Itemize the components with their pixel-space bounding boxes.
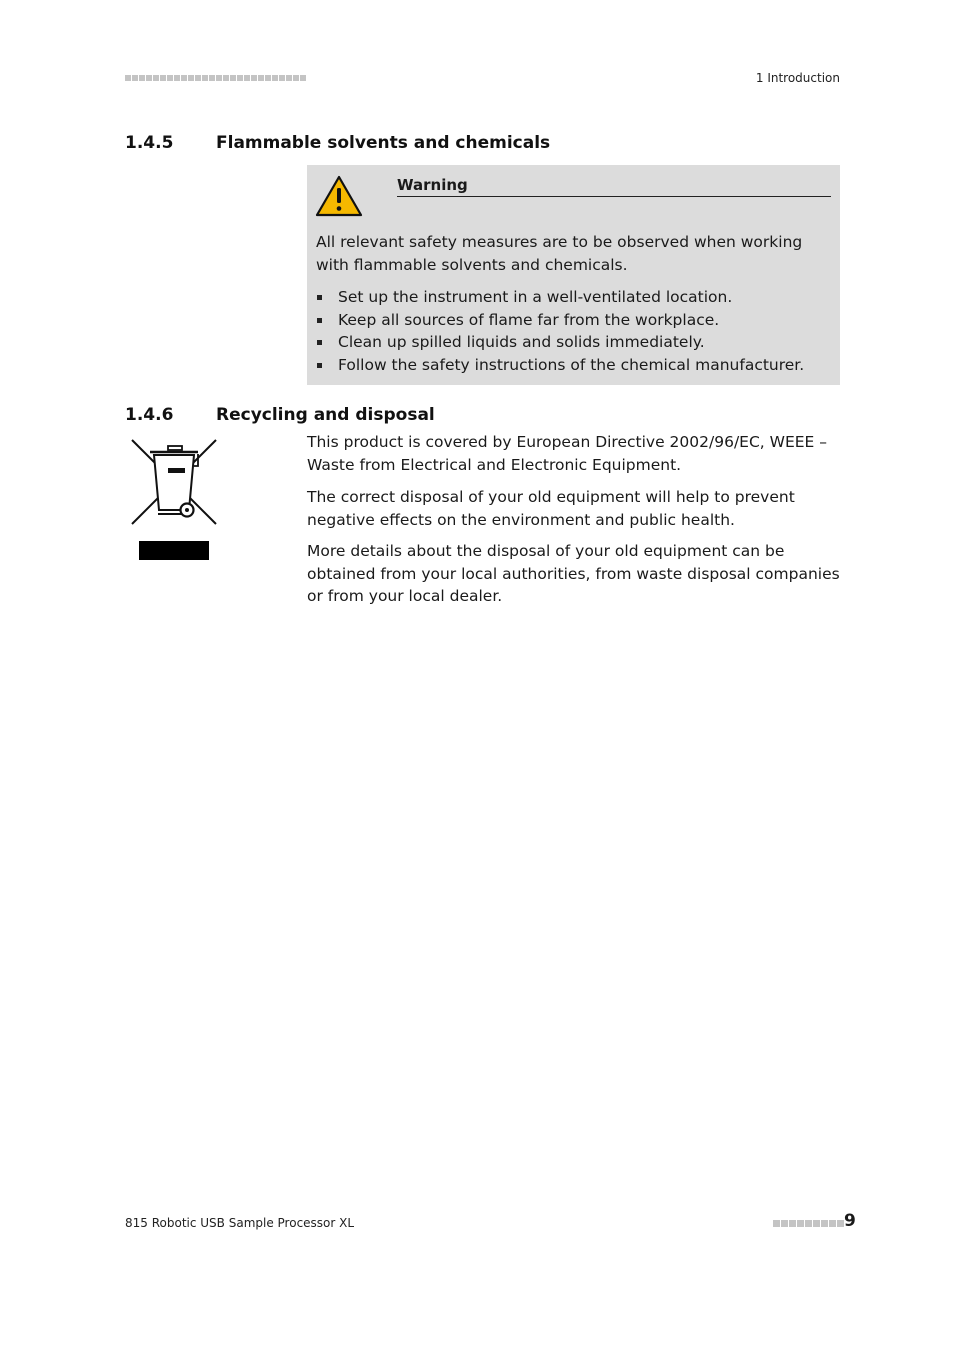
section-number: 1.4.5 <box>125 133 174 153</box>
section-number: 1.4.6 <box>125 405 174 425</box>
header-decor-squares <box>125 75 306 81</box>
list-item: Clean up spilled liquids and solids immediately. <box>316 331 836 354</box>
footer-product: 815 Robotic USB Sample Processor XL <box>125 1216 355 1230</box>
paragraph: More details about the disposal of your old equipment can be obtained from your local authorities, from waste disposal companies or from your local dealer. <box>307 542 840 605</box>
paragraph: The correct disposal of your old equipment will help to prevent negative effects on the environment and public health. <box>307 488 795 529</box>
crossed-out-wheelie-bin-icon <box>130 438 218 562</box>
warning-bullet-list <box>316 286 836 376</box>
section-heading: Recycling and disposal <box>216 405 435 425</box>
warning-box <box>307 165 840 385</box>
paragraph: This product is covered by European Directive 2002/96/EC, WEEE – Waste from Electrical and Electronic Equipment. <box>307 433 828 474</box>
warning-title: Warning <box>397 176 468 194</box>
warning-title-rule <box>397 196 831 197</box>
header-chapter: 1 Introduction <box>755 71 840 85</box>
list-item: Set up the instrument in a well-ventilated location. <box>316 286 836 309</box>
footer-decor-squares <box>773 1220 844 1227</box>
section-title-146 <box>125 405 435 425</box>
list-item: Keep all sources of flame far from the workplace. <box>316 309 836 332</box>
warning-triangle-icon <box>315 175 363 217</box>
warning-text: All relevant safety measures are to be observed when working with flammable solvents and chemicals. <box>316 233 803 274</box>
section-title-145 <box>125 133 550 153</box>
page-number: 9 <box>844 1211 856 1231</box>
section-heading: Flammable solvents and chemicals <box>216 133 551 153</box>
list-item: Follow the safety instructions of the chemical manufacturer. <box>316 354 836 377</box>
